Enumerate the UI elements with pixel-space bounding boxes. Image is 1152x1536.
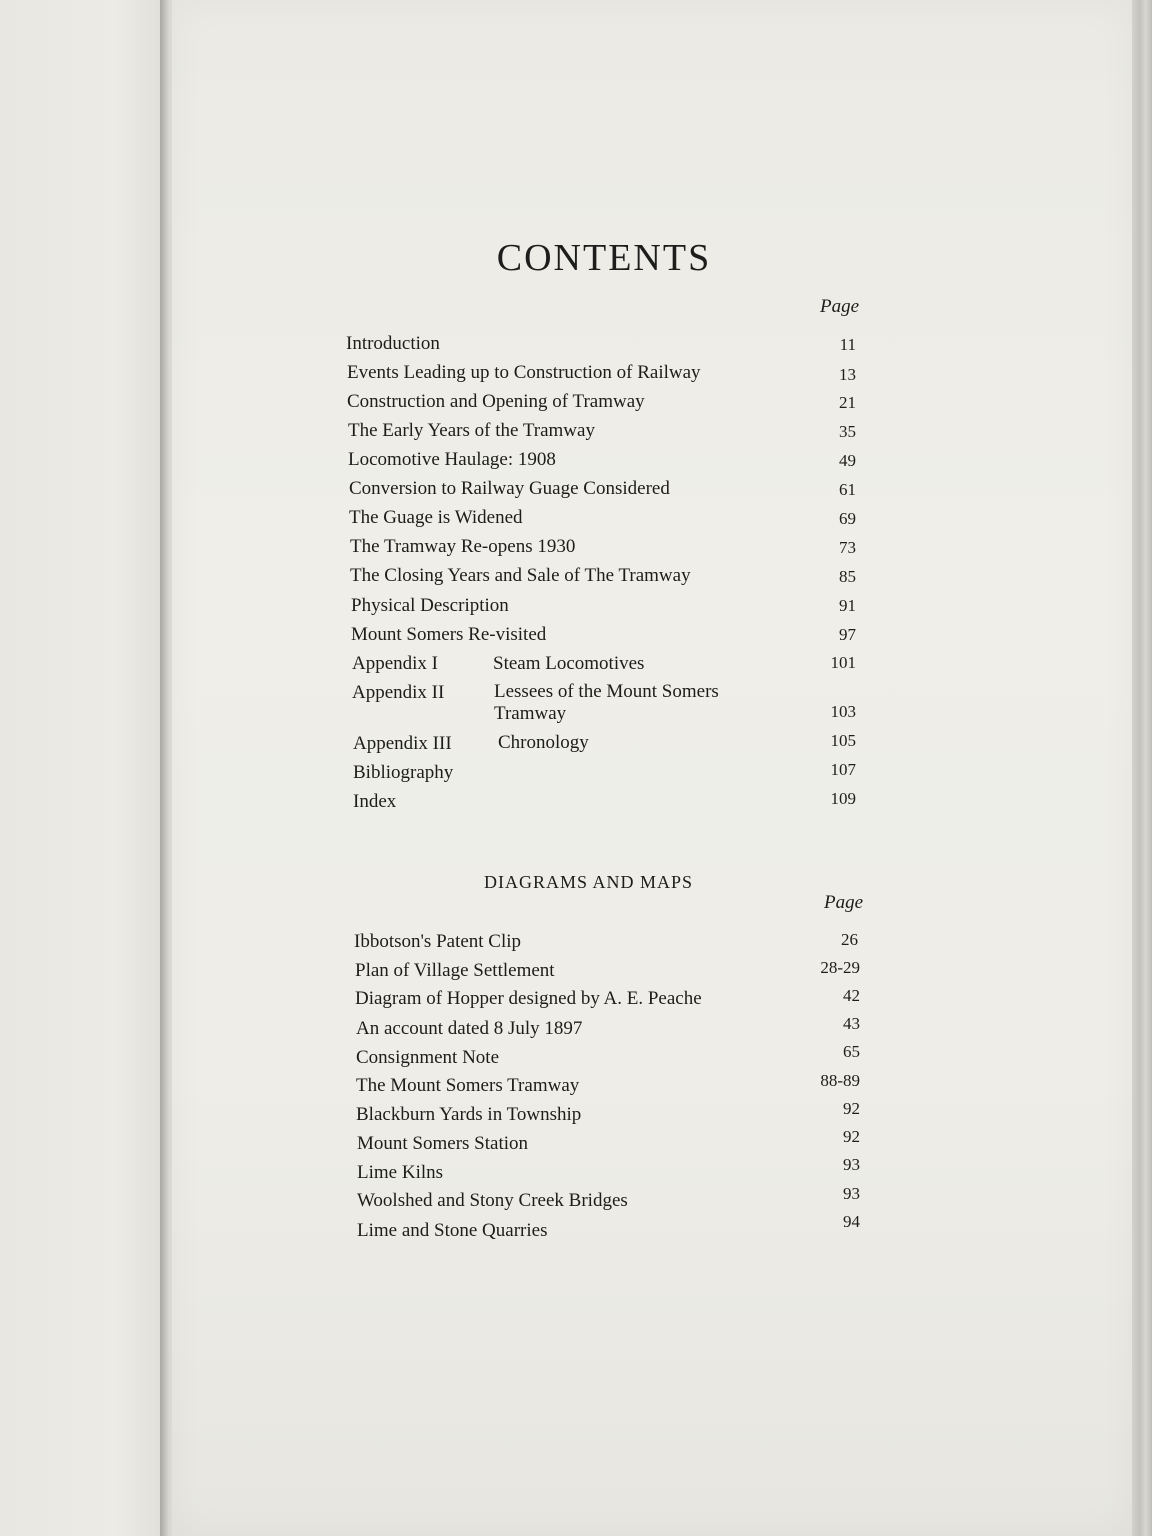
page-title: CONTENTS (496, 237, 712, 279)
toc-entry-title: Bibliography (353, 762, 454, 783)
toc-entry-page: 105 (830, 731, 856, 750)
diagram-entry-title: Plan of Village Settlement (355, 960, 555, 981)
diagram-entry-title: Mount Somers Station (357, 1133, 529, 1154)
diagram-entry-title: Lime and Stone Quarries (357, 1220, 548, 1241)
toc-entry-title: The Tramway Re-opens 1930 (350, 536, 576, 557)
toc-entry-title: Mount Somers Re-visited (351, 624, 547, 645)
diagram-entry-title: Woolshed and Stony Creek Bridges (357, 1190, 628, 1211)
diagrams-heading: DIAGRAMS AND MAPS (484, 872, 694, 892)
diagram-entry-page: 26 (841, 930, 858, 949)
diagram-entry-page: 92 (843, 1127, 860, 1146)
toc-entry-title: Events Leading up to Construction of Railway (347, 362, 701, 383)
toc-entry-title: Introduction (346, 333, 440, 354)
diagram-entry-title: Blackburn Yards in Township (356, 1104, 582, 1125)
toc-entry-title: The Closing Years and Sale of The Tramway (350, 565, 691, 586)
toc-entry-title: Appendix I (352, 653, 439, 674)
contents-page-column-label: Page (820, 296, 860, 317)
toc-entry-page: 61 (839, 480, 856, 499)
toc-entry-title: Physical Description (351, 595, 509, 616)
toc-entry-page: 85 (839, 567, 856, 586)
diagram-entry-page: 93 (843, 1155, 860, 1174)
toc-entry-page: 107 (830, 760, 856, 779)
diagram-entry-title: Consignment Note (356, 1047, 500, 1068)
toc-entry-subtitle: Lessees of the Mount Somers (494, 681, 719, 702)
toc-entry-title: Index (353, 791, 397, 812)
toc-entry-title: Locomotive Haulage: 1908 (348, 449, 556, 470)
toc-entry-title: The Guage is Widened (349, 507, 523, 528)
toc-entry-page: 13 (839, 365, 856, 384)
diagram-entry-page: 65 (843, 1042, 860, 1061)
diagram-entry-page: 88-89 (820, 1071, 860, 1090)
diagram-entry-page: 93 (843, 1184, 860, 1203)
toc-entry-page: 109 (830, 789, 856, 808)
toc-entry-subtitle: Steam Locomotives (493, 653, 645, 674)
diagrams-page-column-label: Page (824, 892, 864, 913)
toc-entry-page: 73 (839, 538, 856, 557)
toc-entry-page: 49 (839, 451, 856, 470)
toc-entry-page: 101 (830, 653, 856, 672)
diagram-entry-title: Diagram of Hopper designed by A. E. Peache (355, 988, 702, 1009)
toc-entry-page: 11 (839, 335, 856, 354)
diagram-entry-page: 92 (843, 1099, 860, 1118)
toc-entry-page: 69 (839, 509, 856, 528)
diagram-entry-title: Ibbotson's Patent Clip (354, 931, 522, 952)
toc-entry-page: 91 (839, 596, 856, 615)
toc-entry-title: Conversion to Railway Guage Considered (349, 478, 670, 499)
toc-entry-page: 21 (839, 393, 856, 412)
toc-entry-title: The Early Years of the Tramway (348, 420, 595, 441)
diagram-entry-page: 94 (843, 1212, 860, 1231)
diagram-entry-title: An account dated 8 July 1897 (356, 1018, 583, 1039)
diagram-entry-title: Lime Kilns (357, 1162, 444, 1183)
toc-entry-page: 97 (839, 625, 856, 644)
toc-entry-subtitle: Chronology (498, 732, 589, 753)
toc-entry-page: 35 (839, 422, 856, 441)
diagram-entry-page: 43 (843, 1014, 860, 1033)
diagram-entry-page: 28-29 (820, 958, 860, 977)
diagram-entry-title: The Mount Somers Tramway (356, 1075, 580, 1096)
toc-entry-subtitle-continued: Tramway (494, 703, 567, 724)
toc-entry-title: Appendix II (352, 682, 445, 703)
toc-entry-title: Construction and Opening of Tramway (347, 391, 645, 412)
toc-entry-page: 103 (830, 702, 856, 721)
diagram-entry-page: 42 (843, 986, 860, 1005)
toc-entry-title: Appendix III (353, 733, 452, 754)
